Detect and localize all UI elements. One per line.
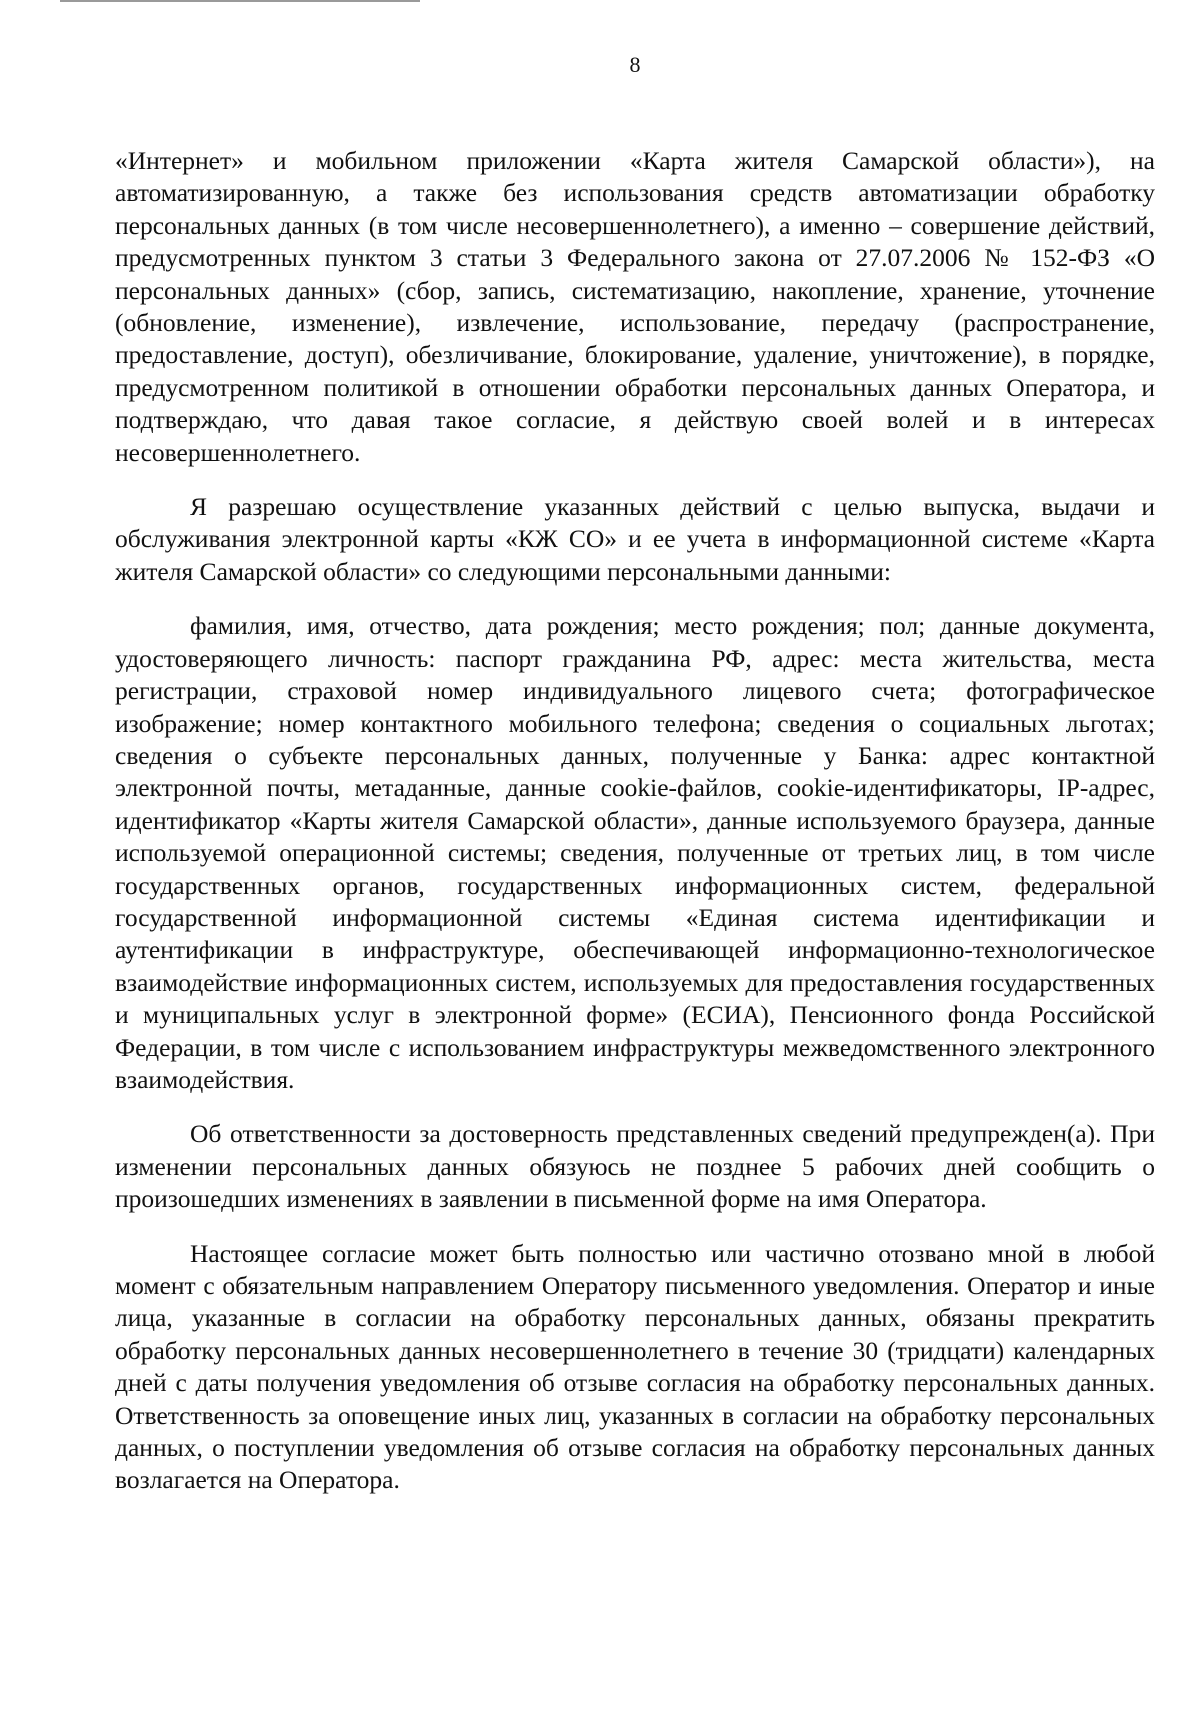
paragraph-permission: Я разрешаю осуществление указанных действий с целью выпуска, выдачи и обслуживания электронной карты «КЖ СО» и ее учета в информационной системе «Карта жителя Самарской области» со следующими персональными данными: [115,492,1155,586]
paragraph-personal-data-list: фамилия, имя, отчество, дата рождения; место рождения; пол; данные документа, удостоверяющего личность: паспорт гражданина РФ, адрес: места жительства, места регистрации, страховой номер индивидуального лицевого счета; фотографическое изображение; номер контактного мобильного телефона; сведения о социальных льготах; сведения о субъекте персональных данных, полученные у Банка: адрес контактной электронной почты, метаданные, данные cookie-файлов, cookie-идентификаторы, IP-адрес, идентификатор «Карты жителя Самарской области», данные используемого браузера, данные используемой операционной системы; сведения, полученные от третьих лиц, в том числе государственных органов, государственных информационных систем, федеральной государственной информационной системы «Единая система идентификации и аутентификации в инфраструктуре, обеспечивающей информационно-технологическое взаимодействие информационных систем, используемых для предоставления государственных и муниципальных услуг в электронной форме» (ЕСИА), Пенсионного фонда Российской Федерации, в том числе с использованием инфраструктуры межведомственного электронного взаимодействия. [115,611,1155,1094]
scan-edge-line [60,0,420,2]
page-number: 8 [629,52,641,77]
paragraph-responsibility: Об ответственности за достоверность представленных сведений предупрежден(а). При изменении персональных данных обязуюсь не позднее 5 рабочих дней сообщить о произошедших изменениях в заявлении в письменной форме на имя Оператора. [115,1119,1155,1214]
paragraph-revocation: Настоящее согласие может быть полностью или частично отозвано мной в любой момент с обязательным направлением Оператору письменного уведомления. Оператор и иные лица, указанные в согласии на обработку персональных данных, обязаны прекратить обработку персональных данных несовершеннолетнего в течение 30 (тридцати) календарных дней с даты получения уведомления об отзыве согласия на обработку персональных данных. Ответственность за оповещение иных лиц, указанных в согласии на обработку персональных данных, о поступлении уведомления об отзыве согласия на обработку персональных данных возлагается на Оператора. [115,1238,1155,1495]
paragraph-continuation: «Интернет» и мобильном приложении «Карта жителя Самарской области»), на автоматизированную, а также без использования средств автоматизации обработку персональных данных (в том числе несовершеннолетнего), а именно – совершение действий, предусмотренных пунктом 3 статьи 3 Федерального закона от 27.07.2006 № 152-ФЗ «О персональных данных» (сбор, запись, систематизацию, накопление, хранение, уточнение (обновление, изменение), извлечение, использование, передачу (распространение, предоставление, доступ), обезличивание, блокирование, удаление, уничтожение), в порядке, предусмотренном политикой в отношении обработки персональных данных Оператора, и подтверждаю, что давая такое согласие, я действую своей волей и в интересах несовершеннолетнего. [115,146,1155,467]
document-body [115,145,1155,1519]
